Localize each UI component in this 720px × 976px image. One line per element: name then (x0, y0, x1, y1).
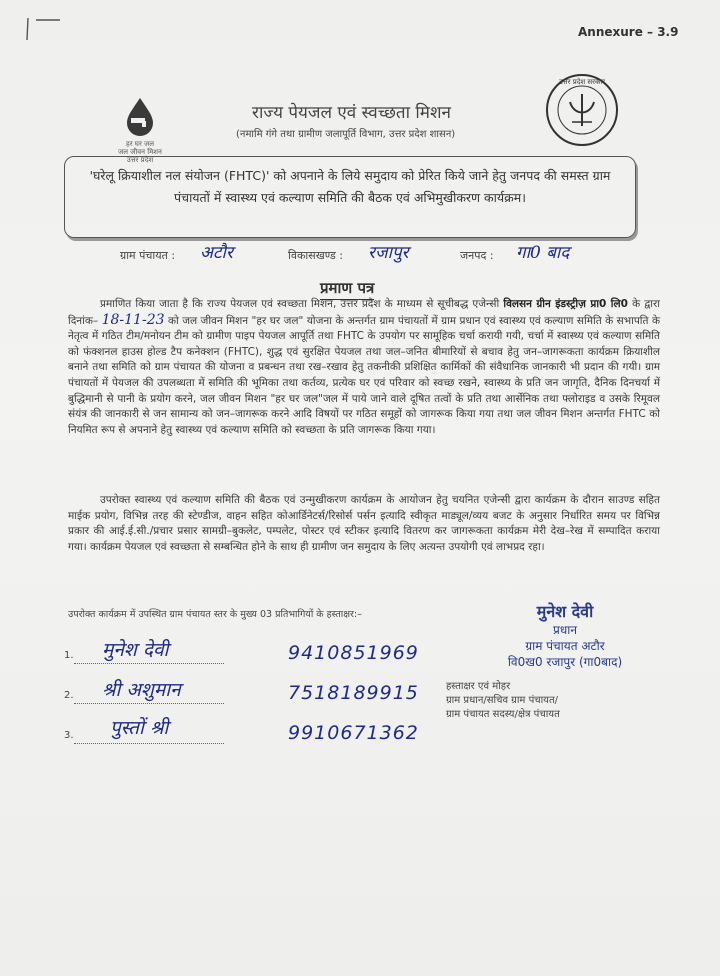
participant-signature: पुस्तों श्री (110, 717, 169, 739)
participant-phone: 9910671362 (288, 722, 419, 744)
jal-jeevan-mission-logo (112, 96, 168, 164)
water-tap-icon (122, 96, 158, 136)
program-title-banner: 'घरेलू क्रियाशील नल संयोजन (FHTC)' को अपनाने के लिये समुदाय को प्रेरित किये जाने हेतु जनपद की समस्त ग्राम पंचायतों में स्वास्थ्य एवं कल्याण समिति की बैठक एवं अभिमुखीकरण कार्यक्रम। (64, 156, 636, 238)
signature-line (74, 702, 224, 704)
handwritten-corner-mark (22, 14, 62, 46)
district-label: जनपद : (460, 249, 494, 262)
svg-text:उत्तर प्रदेश सरकार: उत्तर प्रदेश सरकार (558, 78, 606, 86)
participant-number: 3. (64, 730, 74, 741)
certificate-title: प्रमाण पत्र (320, 278, 374, 300)
participant-number: 1. (64, 650, 74, 661)
logo-caption-3: उत्तर प्रदेश (126, 156, 154, 164)
program-date: 18-11-23 (101, 311, 165, 328)
stamp-block: वि0ख0 रजापुर (गा0बाद) (507, 655, 623, 669)
signature-line (74, 742, 224, 744)
para1-body: को जल जीवन मिशन "हर घर जल" योजना के अन्तर्गत ग्राम पंचायतों में ग्राम प्रधान एवं स्वास्थ्य एवं कल्याण समिति के सभापति के नेतृत्व में गठित टीम/मनोयन टीम को ग्रामीण पाइप पेयजल आपूर्ति तथा FHTC के उपयोग पर सामूहिक चर्चा करायी गयी, चर्चा में स्वास्थ्य एवं कल्याण समिति को फंक्शनल हाउस होल्ड टैप कनेक्शन (FHTC), शुद्ध एवं सुरक्षित पेयजल तथा जल–जनित बीमारियों से बचाव हेतु जन–जागरूकता कार्यक्रम क्रियाशील बनाने तथा समिति को ग्राम पंचायत की योजना व प्रबन्धन तथा रख–रखाव हेतु तकनीकी प्रशिक्षित कार्मिकों की संवैधानिक जानकारी भी प्रदान की गयी। ग्राम पंचायतों में पेयजल की उपलब्धता में समिति की भूमिका तथा कर्तव्य, प्रत्येक घर एवं परिवार को स्वच्छ रखने, स्वास्थ्य के प्रति जन जागृति, दैनिक दिनचर्या में बुद्धिमानी से पानी के प्रयोग करने, जल जीवन मिशन "हर घर जल"जल में पाये जाने वाले दूषित तत्वों के प्रति तथा आर्सेनिक तथा फ्लोराइड व उसके रिमूवल संयंत्र की जानकारी से जन सामान्य को जन–जागरूक करने आदि विषयों पर गठित समूहों को जागरूक किया गया तथा जल जीवन मिशन अन्तर्गत FHTC को नियमित रूप से अपनाने हेतु स्वास्थ्य एवं कल्याण समिति को स्वच्छता के प्रति जागरूक किया गया। (68, 314, 661, 436)
block-value: रजापुर (368, 243, 409, 263)
pradhan-stamp (460, 600, 670, 670)
participant-phone: 7518189915 (288, 682, 419, 704)
participant-number: 2. (64, 690, 74, 701)
gram-panchayat-value: अटौर (200, 243, 233, 263)
stamp-role: प्रधान (553, 623, 577, 637)
district-value: गा0 बाद (516, 243, 570, 263)
mission-subtitle: (नमामि गंगे तथा ग्रामीण जलापूर्ति विभाग, उत्तर प्रदेश शासन) (236, 129, 456, 140)
certificate-paragraph-2: उपरोक्त स्वास्थ्य एवं कल्याण समिति की बैठक एवं उन्मुखीकरण कार्यक्रम के आयोजन हेतु चयनित एजेन्सी द्वारा कार्यक्रम के दौरान साउण्ड सहित माईक प्रयोग, विभिन्न तरह की स्टेण्डीज, वाहन सहित कोआर्डिनेटर्स/रिसोर्स पर्सन इत्यादि स्वीकृत माड्यूल/व्यय बजट के अनुसार निर्धारित समय पर विभिन्न प्रकार की आई.ई.सी./प्रचार प्रसार सामग्री–बुकलेट, पम्पलेट, पोस्टर एवं स्टीकर इत्यादि वितरण कर जागरूकता कार्यक्रम मेरी देख–रेख में सम्पादित कराया गया। कार्यक्रम पेयजल एवं स्वच्छता से सम्बन्धित होने के साथ ही ग्रामीण जन समुदाय के लिए अत्यन्त उपयोगी एवं लाभप्रद रहा। (68, 494, 660, 553)
up-government-emblem (544, 72, 620, 148)
participant-signature: श्री अशुमान (102, 679, 181, 701)
participant-phone: 9410851969 (288, 642, 419, 664)
signature-block-line-3: ग्राम पंचायत सदस्य/क्षेत्र पंचायत (446, 709, 560, 720)
signature-authority-block (446, 680, 560, 722)
signature-block-line-1: हस्ताक्षर एवं मोहर (446, 681, 511, 692)
signature-block-line-2: ग्राम प्रधान/सचिव ग्राम पंचायत/ (446, 695, 559, 706)
gram-panchayat-label: ग्राम पंचायत : (120, 249, 176, 262)
stamp-panchayat: ग्राम पंचायत अटौर (525, 639, 605, 653)
certificate-paragraph-1 (68, 297, 660, 438)
annexure-label: Annexure – 3.9 (578, 25, 679, 39)
mission-title: राज्य पेयजल एवं स्वच्छता मिशन (252, 103, 451, 123)
logo-caption-1: हर घर जल (126, 140, 154, 148)
para1-by-date: के द्वारा दिनांक– (68, 298, 661, 327)
participants-intro: उपरोक्त कार्यक्रम में उपस्थित ग्राम पंचायत स्तर के मुख्य 03 प्रतिभागियों के हस्ताक्षर:– (68, 609, 362, 620)
signature-line (74, 662, 224, 664)
participant-signature: मुनेश देवी (102, 639, 169, 661)
agency-name: विलसन ग्रीन इंडस्ट्रीज़ प्रा0 लि0 (503, 298, 628, 310)
stamp-name: मुनेश देवी (536, 602, 594, 621)
para1-intro: प्रमाणित किया जाता है कि राज्य पेयजल एवं स्वच्छता मिशन, उत्तर प्रदेश के माध्यम से सूचीबद्ध एजेन्सी (100, 298, 500, 310)
block-label: विकासखण्ड : (288, 249, 344, 262)
logo-caption-2: जल जीवन मिशन (118, 148, 162, 156)
